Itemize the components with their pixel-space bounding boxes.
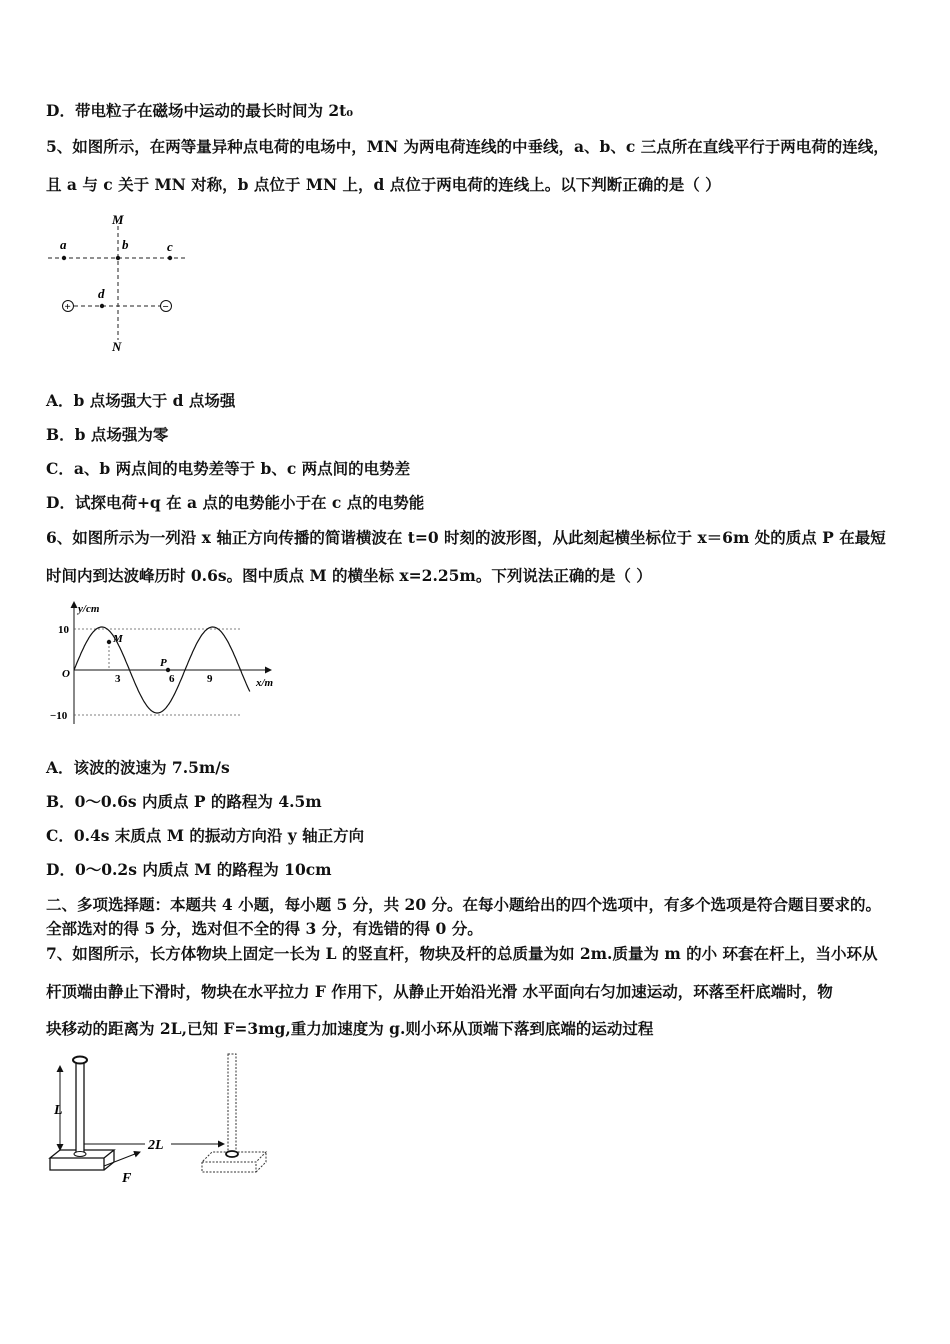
q7-left-ring — [73, 1057, 87, 1064]
q5-option-b: B．b 点场强为零 — [46, 425, 169, 444]
q5-minus-sign: − — [162, 301, 169, 313]
q6-option-a: A．该波的波速为 7.5m/s — [46, 758, 230, 777]
q7-left-rod-base — [74, 1152, 86, 1157]
q5-stem-line2: 且 a 与 c 关于 MN 对称，b 点位于 MN 上，d 点位于两电荷的连线上。以下判断正确的是（ ） — [46, 175, 721, 194]
q5-label-b: b — [122, 237, 129, 252]
q5-point-b — [116, 256, 120, 260]
q6-point-M — [107, 640, 111, 644]
q6-stem-line1: 6、如图所示为一列沿 x 轴正方向传播的简谐横波在 t=0 时刻的波形图，从此刻起横坐标位于 x＝6m 处的质点 P 在最短 — [46, 528, 886, 547]
q6-origin-label: O — [62, 668, 70, 680]
q6-option-b: B．0～0.6s 内质点 P 的路程为 4.5m — [46, 792, 322, 811]
q5-option-a: A．b 点场强大于 d 点场强 — [46, 391, 236, 410]
q5-option-d: D．试探电荷+q 在 a 点的电势能小于在 c 点的电势能 — [46, 493, 425, 512]
q4-option-d: D．带电粒子在磁场中运动的最长时间为 2t₀ — [46, 101, 354, 120]
q7-stem-line2: 杆顶端由静止下滑时，物块在水平拉力 F 作用下，从静止开始沿光滑 水平面向右匀加速运动，环落至杆底端时，物 — [46, 982, 833, 1001]
q6-point-M-label: M — [113, 633, 123, 645]
q6-point-P-label: P — [160, 657, 167, 669]
q7-stem-line3: 块移动的距离为 2L,已知 F=3mg,重力加速度为 g.则小环从顶端下落到底端的运动过程 — [46, 1019, 654, 1038]
q5-stem-line1: 5、如图所示，在两等量异种点电荷的电场中，MN 为两电荷连线的中垂线，a、b、c 三点所在直线平行于两电荷的连线， — [46, 137, 889, 156]
q6-option-c: C．0.4s 末质点 M 的振动方向沿 y 轴正方向 — [46, 826, 365, 845]
q5-plus-sign: + — [64, 301, 71, 313]
q5-electric-field-figure — [46, 206, 196, 356]
q7-stem-line1: 7、如图所示，长方体物块上固定一长为 L 的竖直杆，物块及杆的总质量为如 2m.质量为 m 的小 环套在杆上，当小环从 — [46, 944, 878, 963]
section2-heading: 二、多项选择题：本题共 4 小题，每小题 5 分，共 20 分。在每小题给出的四个选项中，有多个选项是符合题目要求的。 — [46, 895, 882, 914]
q5-option-c: C．a、b 两点间的电势差等于 b、c 两点间的电势差 — [46, 459, 411, 478]
q7-block-rod-figure — [44, 1048, 274, 1188]
q6-x-axis-label: x/m — [256, 677, 274, 689]
q6-y-tick-minus10: −10 — [50, 710, 68, 722]
q5-label-N: N — [112, 339, 122, 354]
q5-label-c: c — [167, 239, 173, 254]
q7-right-ring — [226, 1151, 238, 1157]
q6-y-axis-label: y/cm — [78, 603, 100, 615]
section2-scoring: 全部选对的得 5 分，选对但不全的得 3 分，有选错的得 0 分。 — [46, 919, 483, 938]
q7-right-rod — [228, 1054, 236, 1152]
q5-label-a: a — [60, 237, 67, 252]
q5-point-c — [168, 256, 172, 260]
q6-y-tick-10: 10 — [58, 624, 69, 636]
q6-x-tick-6: 6 — [169, 673, 175, 685]
q6-x-tick-3: 3 — [115, 673, 121, 685]
q5-label-M: M — [112, 212, 124, 227]
q7-left-rod — [76, 1060, 84, 1155]
q5-label-d: d — [98, 286, 105, 301]
q6-stem-line2: 时间内到达波峰历时 0.6s。图中质点 M 的横坐标 x=2.25m。下列说法正确的是（ ） — [46, 566, 652, 585]
q6-x-tick-9: 9 — [207, 673, 213, 685]
q5-point-d — [100, 304, 104, 308]
q6-option-d: D．0～0.2s 内质点 M 的路程为 10cm — [46, 860, 332, 879]
q5-point-a — [62, 256, 66, 260]
q7-label-2L: 2L — [148, 1138, 164, 1153]
q7-label-L: L — [54, 1103, 63, 1118]
q7-label-F: F — [122, 1171, 132, 1186]
q6-wave-graph — [46, 598, 286, 728]
